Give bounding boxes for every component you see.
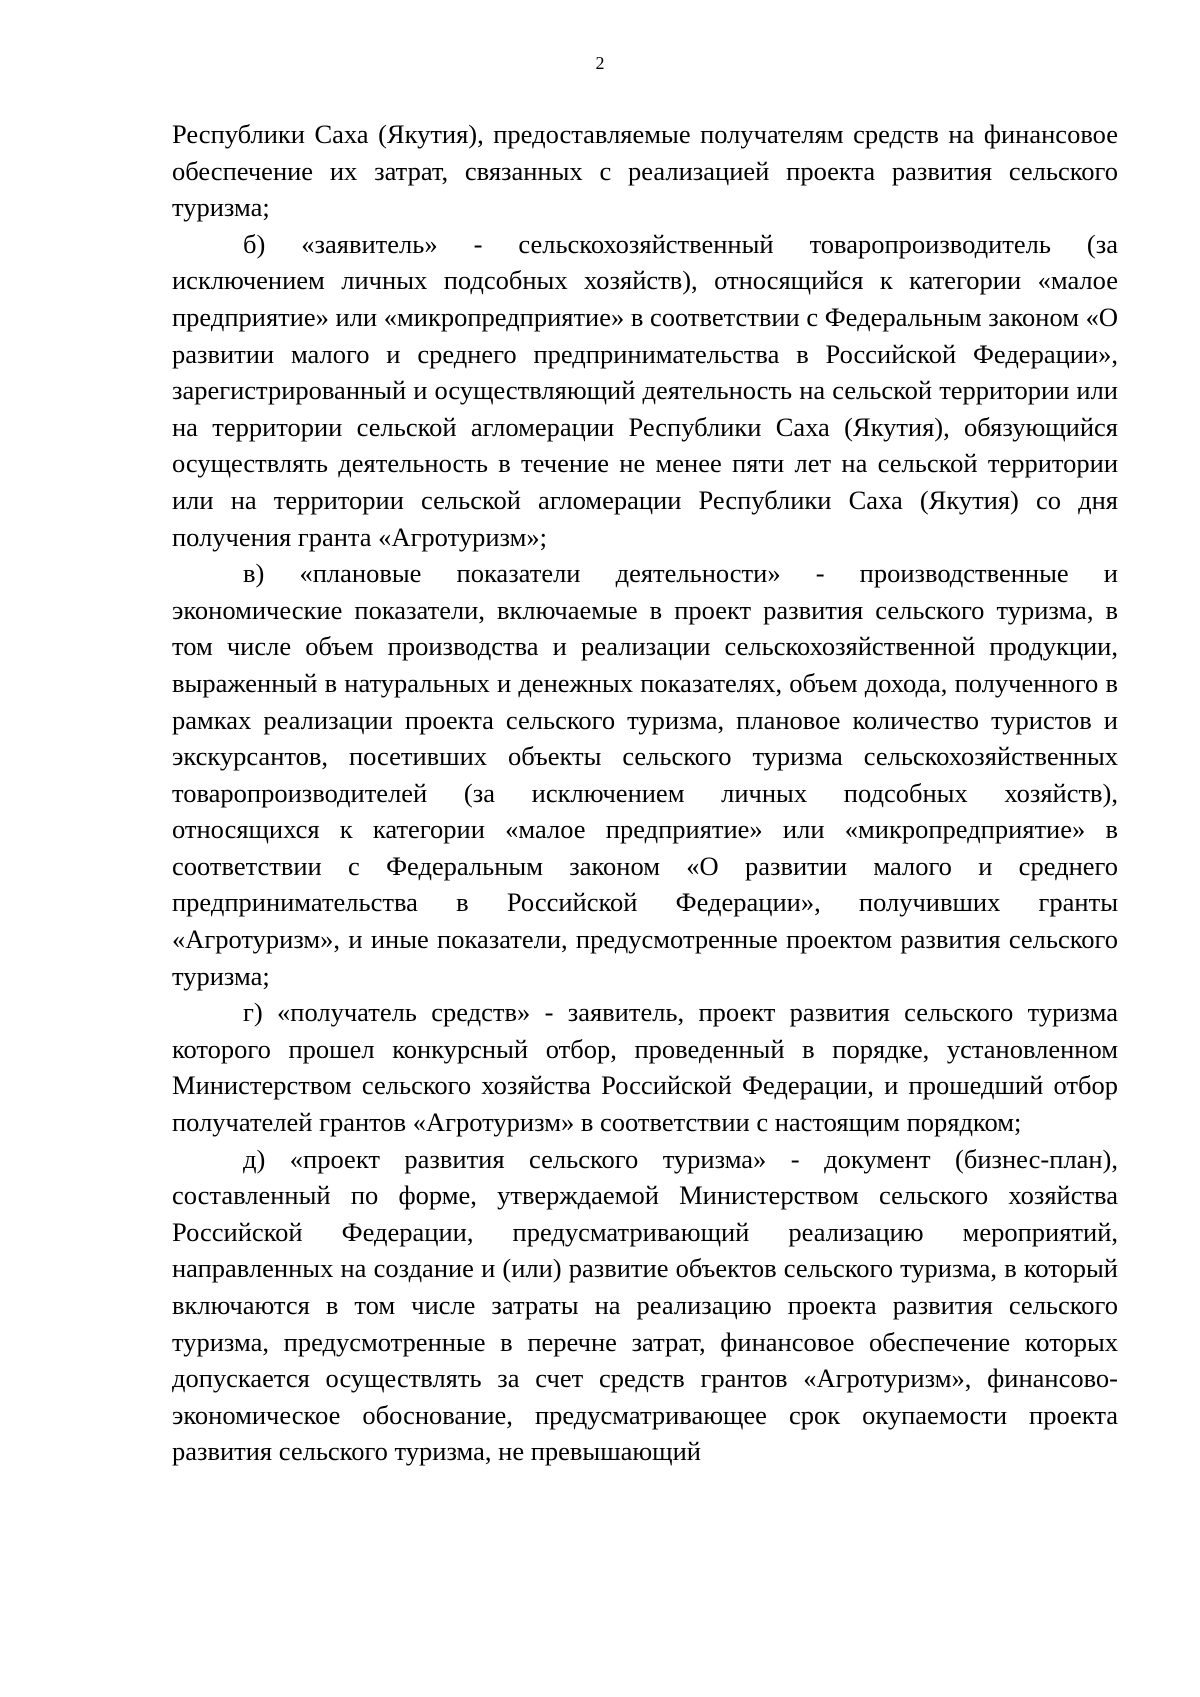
- paragraph-v-planned-indicators: в) «плановые показатели деятельности» - производственные и экономические показатели, включаемые в проект развития сельского туризма, в том числе объем производства и реализации сельскохозяйственной продукции, выраженный в натуральных и денежных показателях, объем дохода, полученного в рамках реализации проекта сельского туризма, плановое количество туристов и экскурсантов, посетивших объекты сельского туризма сельскохозяйственных товаропроизводителей (за исключением личных подсобных хозяйств), относящихся к категории «малое предприятие» или «микропредприятие» в соответствии с Федеральным законом «О развитии малого и среднего предпринимательства в Российской Федерации», получивших гранты «Агротуризм», и иные показатели, предусмотренные проектом развития сельского туризма;: [172, 558, 1118, 991]
- paragraph-g-recipient: г) «получатель средств» - заявитель, проект развития сельского туризма которого прошел конкурсный отбор, проведенный в порядке, установленном Министерством сельского хозяйства Российской Федерации, и прошедший отбор получателей грантов «Агротуризм» в соответствии с настоящим порядком;: [172, 997, 1118, 1138]
- paragraph-d-tourism-project: д) «проект развития сельского туризма» - документ (бизнес-план), составленный по форме, утверждаемой Министерством сельского хозяйства Российской Федерации, предусматривающий реализацию мероприятий, направленных на создание и (или) развитие объектов сельского туризма, в который включаются в том числе затраты на реализацию проекта развития сельского туризма, предусмотренные в перечне затрат, финансовое обеспечение которых допускается осуществлять за счет средств грантов «Агротуризм», финансово-экономическое обоснование, предусматривающее срок окупаемости проекта развития сельского туризма, не превышающий: [172, 1143, 1118, 1467]
- paragraph-continuation: Республики Саха (Якутия), предоставляемые получателям средств на финансовое обеспечение их затрат, связанных с реализацией проекта развития сельского туризма;: [172, 119, 1118, 223]
- page-number: 2: [595, 53, 605, 73]
- document-body: [172, 116, 1118, 1470]
- paragraph-b-applicant: б) «заявитель» - сельскохозяйственный товаропроизводитель (за исключением личных подсобных хозяйств), относящийся к категории «малое предприятие» или «микропредприятие» в соответствии с Федеральным законом «О развитии малого и среднего предпринимательства в Российской Федерации», зарегистрированный и осуществляющий деятельность на сельской территории или на территории сельской агломерации Республики Саха (Якутия), обязующийся осуществлять деятельность в течение не менее пяти лет на сельской территории или на территории сельской агломерации Республики Саха (Якутия) со дня получения гранта «Агротуризм»;: [172, 228, 1118, 552]
